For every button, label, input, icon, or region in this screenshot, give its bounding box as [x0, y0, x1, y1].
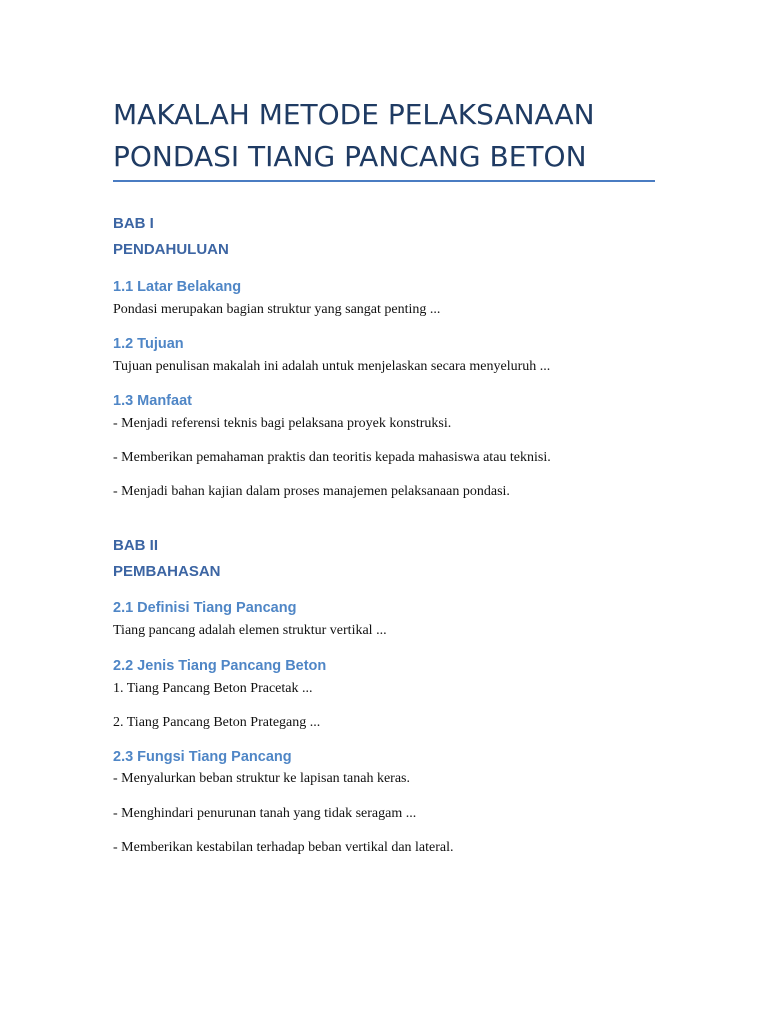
section-2-2-heading: 2.2 Jenis Tiang Pancang Beton: [113, 658, 327, 674]
section-2-2-item-2: 2. Tiang Pancang Beton Prategang ...: [113, 715, 321, 730]
section-1-3-heading: 1.3 Manfaat: [113, 393, 192, 409]
document-title-line-1: MAKALAH METODE PELAKSANAAN: [113, 98, 595, 131]
section-1-3-item-2: - Memberikan pemahaman praktis dan teoritis kepada mahasiswa atau teknisi.: [113, 450, 551, 465]
section-2-3-item-1: - Menyalurkan beban struktur ke lapisan tanah keras.: [113, 771, 411, 786]
document-title: [113, 94, 673, 178]
bab-1-label: BAB I: [113, 215, 154, 232]
document-title-line-2: PONDASI TIANG PANCANG BETON: [113, 140, 587, 173]
section-1-2-heading: 1.2 Tujuan: [113, 336, 184, 352]
section-1-3-item-3: - Menjadi bahan kajian dalam proses manajemen pelaksanaan pondasi.: [113, 484, 510, 499]
section-2-3-heading: 2.3 Fungsi Tiang Pancang: [113, 749, 292, 765]
section-2-1-heading: 2.1 Definisi Tiang Pancang: [113, 600, 297, 616]
bab-1-name: PENDAHULUAN: [113, 241, 229, 258]
section-1-1-text: Pondasi merupakan bagian struktur yang sangat penting ...: [113, 302, 441, 317]
section-2-3-item-3: - Memberikan kestabilan terhadap beban vertikal dan lateral.: [113, 840, 454, 855]
bab-2-label: BAB II: [113, 537, 158, 554]
section-2-1-text: Tiang pancang adalah elemen struktur vertikal ...: [113, 623, 387, 638]
section-1-3-item-1: - Menjadi referensi teknis bagi pelaksana proyek konstruksi.: [113, 416, 452, 431]
section-2-2-item-1: 1. Tiang Pancang Beton Pracetak ...: [113, 681, 313, 696]
section-1-2-text: Tujuan penulisan makalah ini adalah untuk menjelaskan secara menyeluruh ...: [113, 359, 551, 374]
section-2-3-item-2: - Menghindari penurunan tanah yang tidak seragam ...: [113, 806, 417, 821]
section-1-1-heading: 1.1 Latar Belakang: [113, 279, 242, 295]
title-underline: [113, 180, 655, 182]
bab-2-name: PEMBAHASAN: [113, 563, 221, 580]
